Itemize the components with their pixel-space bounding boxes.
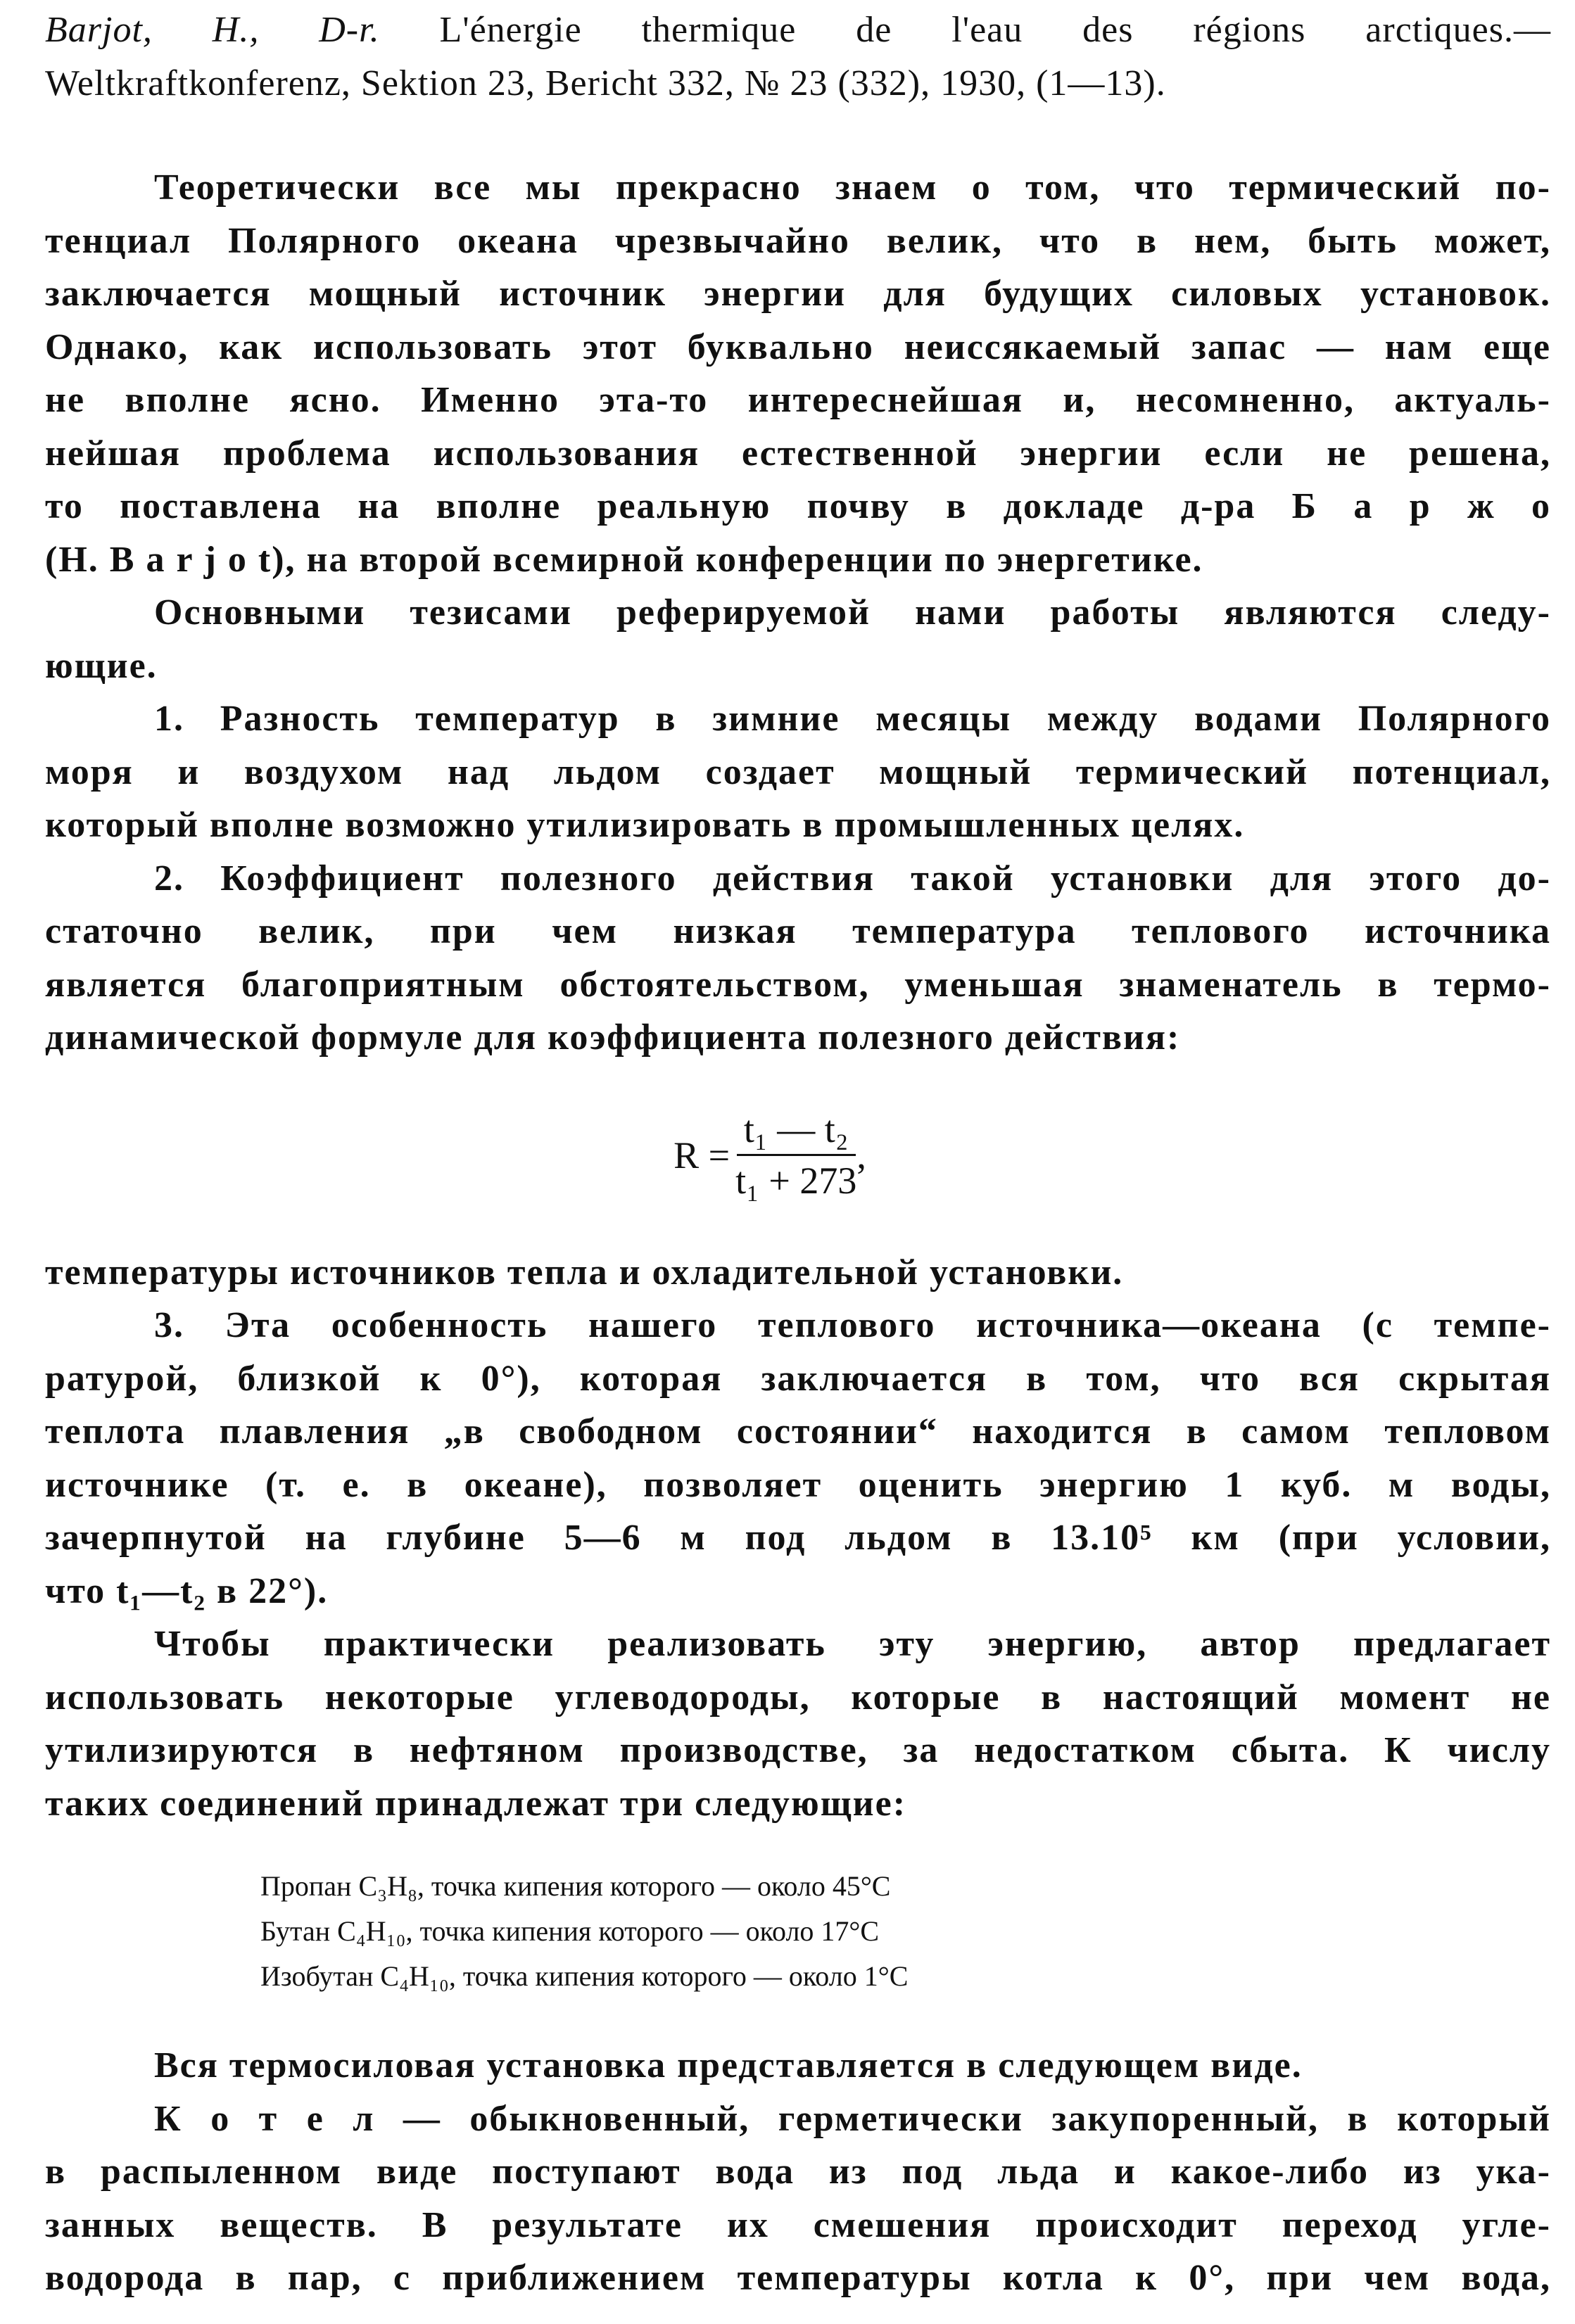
paragraph: [45, 1618, 1551, 1830]
text-line: не вполне ясно. Именно эта-то интереснейшая и, несомненно, актуаль-: [45, 380, 1551, 420]
text-line: заключается мощный источник энергии для будущих силовых установок.: [45, 274, 1551, 314]
text-line: водорода в пар, с приближением температуры котла к 0°, при чем вода,: [45, 2258, 1551, 2298]
text-line: моря и воздухом над льдом создает мощный термический потенциал,: [45, 751, 1551, 792]
citation-author: Barjot, H., D-r.: [45, 10, 380, 50]
text-line: ющие.: [45, 645, 158, 686]
text-line: утилизируются в нефтяном производстве, за недостатком сбыта. К числу: [45, 1730, 1551, 1770]
paragraph: [45, 692, 1551, 852]
text-line: Основными тезисами реферируемой нами работы являются следу-: [154, 592, 1551, 633]
text-line: Однако, как использовать этот буквально неиссякаемый запас — нам еще: [45, 326, 1551, 367]
text-line: то поставлена на вполне реальную почву в докладе д-ра Б а р ж о: [45, 486, 1551, 526]
citation-line: Weltkraftkonferenz, Sektion 23, Bericht 332, № 23 (332), 1930, (1—13).: [45, 63, 1166, 103]
text-line: К о т е л — обыкновенный, герметически закупоренный, в который: [154, 2098, 1551, 2139]
text-line: 2. Коэффициент полезного действия такой установки для этого до-: [154, 858, 1551, 899]
text-line: 1. Разность температур в зимние месяцы между водами Полярного: [154, 699, 1551, 739]
formula-fraction: [735, 1107, 856, 1202]
paragraph: [45, 2039, 1551, 2093]
text-line: зачерпнутой на глубине 5—6 м под льдом в 13.10⁵ км (при условии,: [45, 1518, 1551, 1558]
paragraph: [45, 852, 1551, 1065]
text-line: нейшая проблема использования естественной энергии если не решена,: [45, 433, 1551, 474]
citation: [45, 4, 1551, 110]
citation-line: [45, 4, 1551, 57]
hydrocarbon-item: Пропан C₃H₈, точка кипения которого — около 45°C: [260, 1870, 891, 1902]
efficiency-formula: [45, 1065, 1551, 1246]
text-line: занных веществ. В результате их смешения происходит переход угле-: [45, 2204, 1551, 2245]
formula-lhs: R =: [673, 1134, 730, 1176]
text-line: является благоприятным обстоятельством, уменьшая знаменатель в термо-: [45, 964, 1551, 1005]
text-line: температуры источников тепла и охладительной установки.: [45, 1252, 1124, 1293]
body-paragraphs: [45, 161, 1551, 1065]
citation-title: L'énergie thermique de l'eau des régions arctiques.—: [379, 10, 1551, 50]
paragraph: [45, 586, 1551, 692]
hydrocarbon-item: Изобутан C₄H₁₀, точка кипения которого — около 1°C: [260, 1960, 909, 1992]
document-page: [45, 4, 1551, 2305]
body-paragraphs: [45, 1246, 1551, 1831]
text-line: Чтобы практически реализовать эту энергию, автор предлагает: [154, 1624, 1551, 1664]
formula-comma: ,: [856, 1134, 866, 1176]
text-line: 3. Эта особенность нашего теплового источника—океана (с темпе-: [154, 1305, 1551, 1345]
text-line: динамической формуле для коэффициента полезного действия:: [45, 1017, 1181, 1058]
text-line: Теоретически все мы прекрасно знаем о том, что термический по-: [154, 167, 1551, 208]
text-line: статочно велик, при чем низкая температура теплового источника: [45, 911, 1551, 951]
text-line: использовать некоторые углеводороды, которые в настоящий момент не: [45, 1677, 1551, 1717]
body-paragraphs: [45, 2039, 1551, 2305]
paragraph: [45, 161, 1551, 586]
paragraph: [45, 1299, 1551, 1618]
text-line: который вполне возможно утилизировать в промышленных целях.: [45, 805, 1245, 845]
text-line: ратурой, близкой к 0°), которая заключается в том, что вся скрытая: [45, 1358, 1551, 1399]
text-line: Вся термосиловая установка представляется в следующем виде.: [154, 2045, 1303, 2085]
paragraph: [45, 2093, 1551, 2305]
hydrocarbon-list: [45, 1864, 1551, 1999]
paragraph: [45, 1246, 1551, 1300]
formula-denominator: t₁ + 273: [735, 1160, 857, 1202]
hydrocarbon-item: Бутан C₄H₁₀, точка кипения которого — около 17°C: [260, 1915, 880, 1947]
formula-numerator: t₁ — t₂: [737, 1107, 856, 1156]
text-line: (H. B a r j o t), на второй всемирной конференции по энергетике.: [45, 539, 1203, 580]
text-line: в распыленном виде поступают вода из под льда и какое-либо из ука-: [45, 2152, 1551, 2192]
text-line: теплота плавления „в свободном состоянии“ находится в самом тепловом: [45, 1411, 1551, 1452]
text-line: источнике (т. е. в океане), позволяет оценить энергию 1 куб. м воды,: [45, 1464, 1551, 1505]
text-line: тенциал Полярного океана чрезвычайно велик, что в нем, быть может,: [45, 220, 1551, 261]
text-line: что t₁—t₂ в 22°).: [45, 1570, 329, 1611]
text-line: таких соединений принадлежат три следующие:: [45, 1783, 907, 1824]
